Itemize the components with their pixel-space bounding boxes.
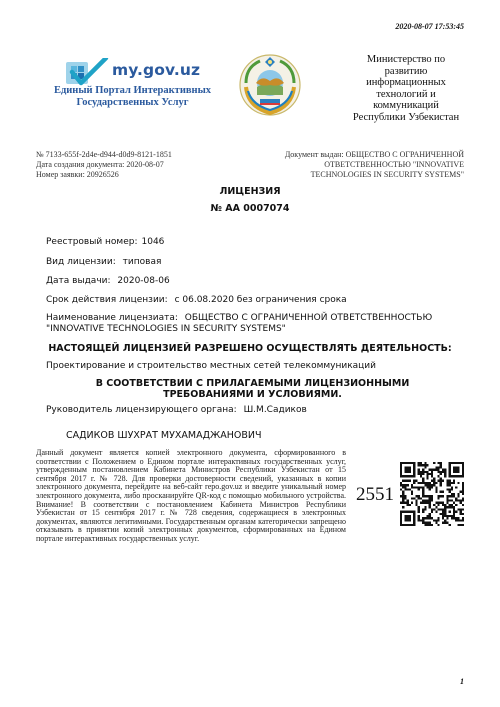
licensee-value: ОБЩЕСТВО С ОГРАНИЧЕННОЙ ОТВЕТСТВЕННОСТЬЮ "INNOVATIVE TECHNOLOGIES IN SECURITY SYSTEMS" (46, 313, 433, 334)
portal-name-line2: Государственных Услуг (76, 97, 189, 108)
page-number: 1 (460, 677, 464, 686)
portal-site-name: my.gov.uz (112, 61, 201, 79)
authority-head (46, 405, 307, 415)
request-number: Номер заявки: 20926526 (36, 170, 119, 179)
license-type-field (46, 257, 161, 267)
document-meta (36, 150, 172, 180)
checkmark-logo-icon (62, 58, 110, 88)
print-timestamp: 2020-08-07 17:53:45 (395, 22, 464, 31)
ministry-line: развитию (384, 65, 428, 77)
licensee-field (46, 313, 466, 335)
portal-logo[interactable] (53, 56, 212, 112)
registry-number-label: Реестровый номер: (46, 237, 138, 247)
validity-value: с 06.08.2020 без ограничения срока (174, 295, 347, 305)
authority-head-label: Руководитель лицензирующего органа: (46, 405, 237, 415)
license-type-value: типовая (122, 257, 162, 267)
signer-name: САДИКОВ ШУХРАТ МУХАМАДЖАНОВИЧ (66, 430, 262, 441)
verification-code: 2551 (356, 484, 394, 505)
state-emblem-icon (238, 53, 302, 117)
ministry-line: информационных (366, 77, 446, 89)
portal-name-line1: Единый Портал Интерактивных (53, 85, 212, 96)
registry-number-field (46, 237, 164, 247)
issue-date-label: Дата выдачи: (46, 276, 111, 286)
authority-head-value: Ш.М.Садиков (243, 405, 307, 415)
registry-number-value: 1046 (141, 237, 165, 247)
license-number: № AA 0007074 (210, 203, 290, 214)
issue-date-field (46, 276, 170, 286)
ministry-line: Республики Узбекистан (352, 111, 460, 123)
ministry-line: технологий и (376, 88, 436, 100)
validity-label: Срок действия лицензии: (46, 295, 168, 305)
document-id: № 7133-655f-2d4e-d944-d0d9-8121-1851 (36, 150, 172, 159)
permit-heading: НАСТОЯЩЕЙ ЛИЦЕНЗИЕЙ РАЗРЕШЕНО ОСУЩЕСТВЛЯТЬ ДЕЯТЕЛЬНОСТЬ: (48, 343, 452, 354)
validity-field (46, 295, 347, 305)
permitted-activity: Проектирование и строительство местных сетей телекоммуникаций (46, 361, 376, 371)
ministry-line: коммуникаций (373, 100, 439, 112)
disclaimer-text: Данный документ является копией электронного документа, сформированного в соответствии с Положением о Едином портале интерактивных государственных услуг, утвержденным постановлением Кабинета Министров Республики Узбекистан от 15 сентября 2017 г. № 728. Для проверки достоверности сведений, указанных в копии электронного документа, перейдите на веб-сайт repo.gov.uz и введите уникальный номер электронного документа, либо просканируйте QR-код с помощью мобильного устройства. Внимание! В соответствии с постановлением Кабинета Министров Республики Узбекистан от 15 сентября 2017 г. № 728 сведения, содержащиеся в электронных документах, являются легитимными. Государственным органам категорически запрещено отказывать в принятии копий электронных документов, сформированных на Едином портале интерактивных государственных услуг. (36, 448, 346, 543)
ministry-line: Министерство по (366, 54, 446, 65)
qr-code-icon[interactable] (400, 462, 464, 526)
licensee-label: Наименование лицензиата: (46, 313, 178, 323)
creation-date: Дата создания документа: 2020-08-07 (36, 160, 164, 169)
ministry-name (340, 54, 472, 124)
document-title: ЛИЦЕНЗИЯ (219, 186, 281, 197)
license-type-label: Вид лицензии: (46, 257, 116, 267)
issue-date-value: 2020-08-06 (117, 276, 170, 286)
compliance-statement: В СООТВЕТСТВИИ С ПРИЛАГАЕМЫМИ ЛИЦЕНЗИОННЫМИ ТРЕБОВАНИЯМИ И УСЛОВИЯМИ. (95, 378, 410, 400)
issued-to: Документ выдан: ОБЩЕСТВО С ОГРАНИЧЕННОЙ ОТВЕТСТВЕННОСТЬЮ "INNOVATIVE TECHNOLOGIES IN SECURITY SYSTEMS" (284, 150, 464, 179)
